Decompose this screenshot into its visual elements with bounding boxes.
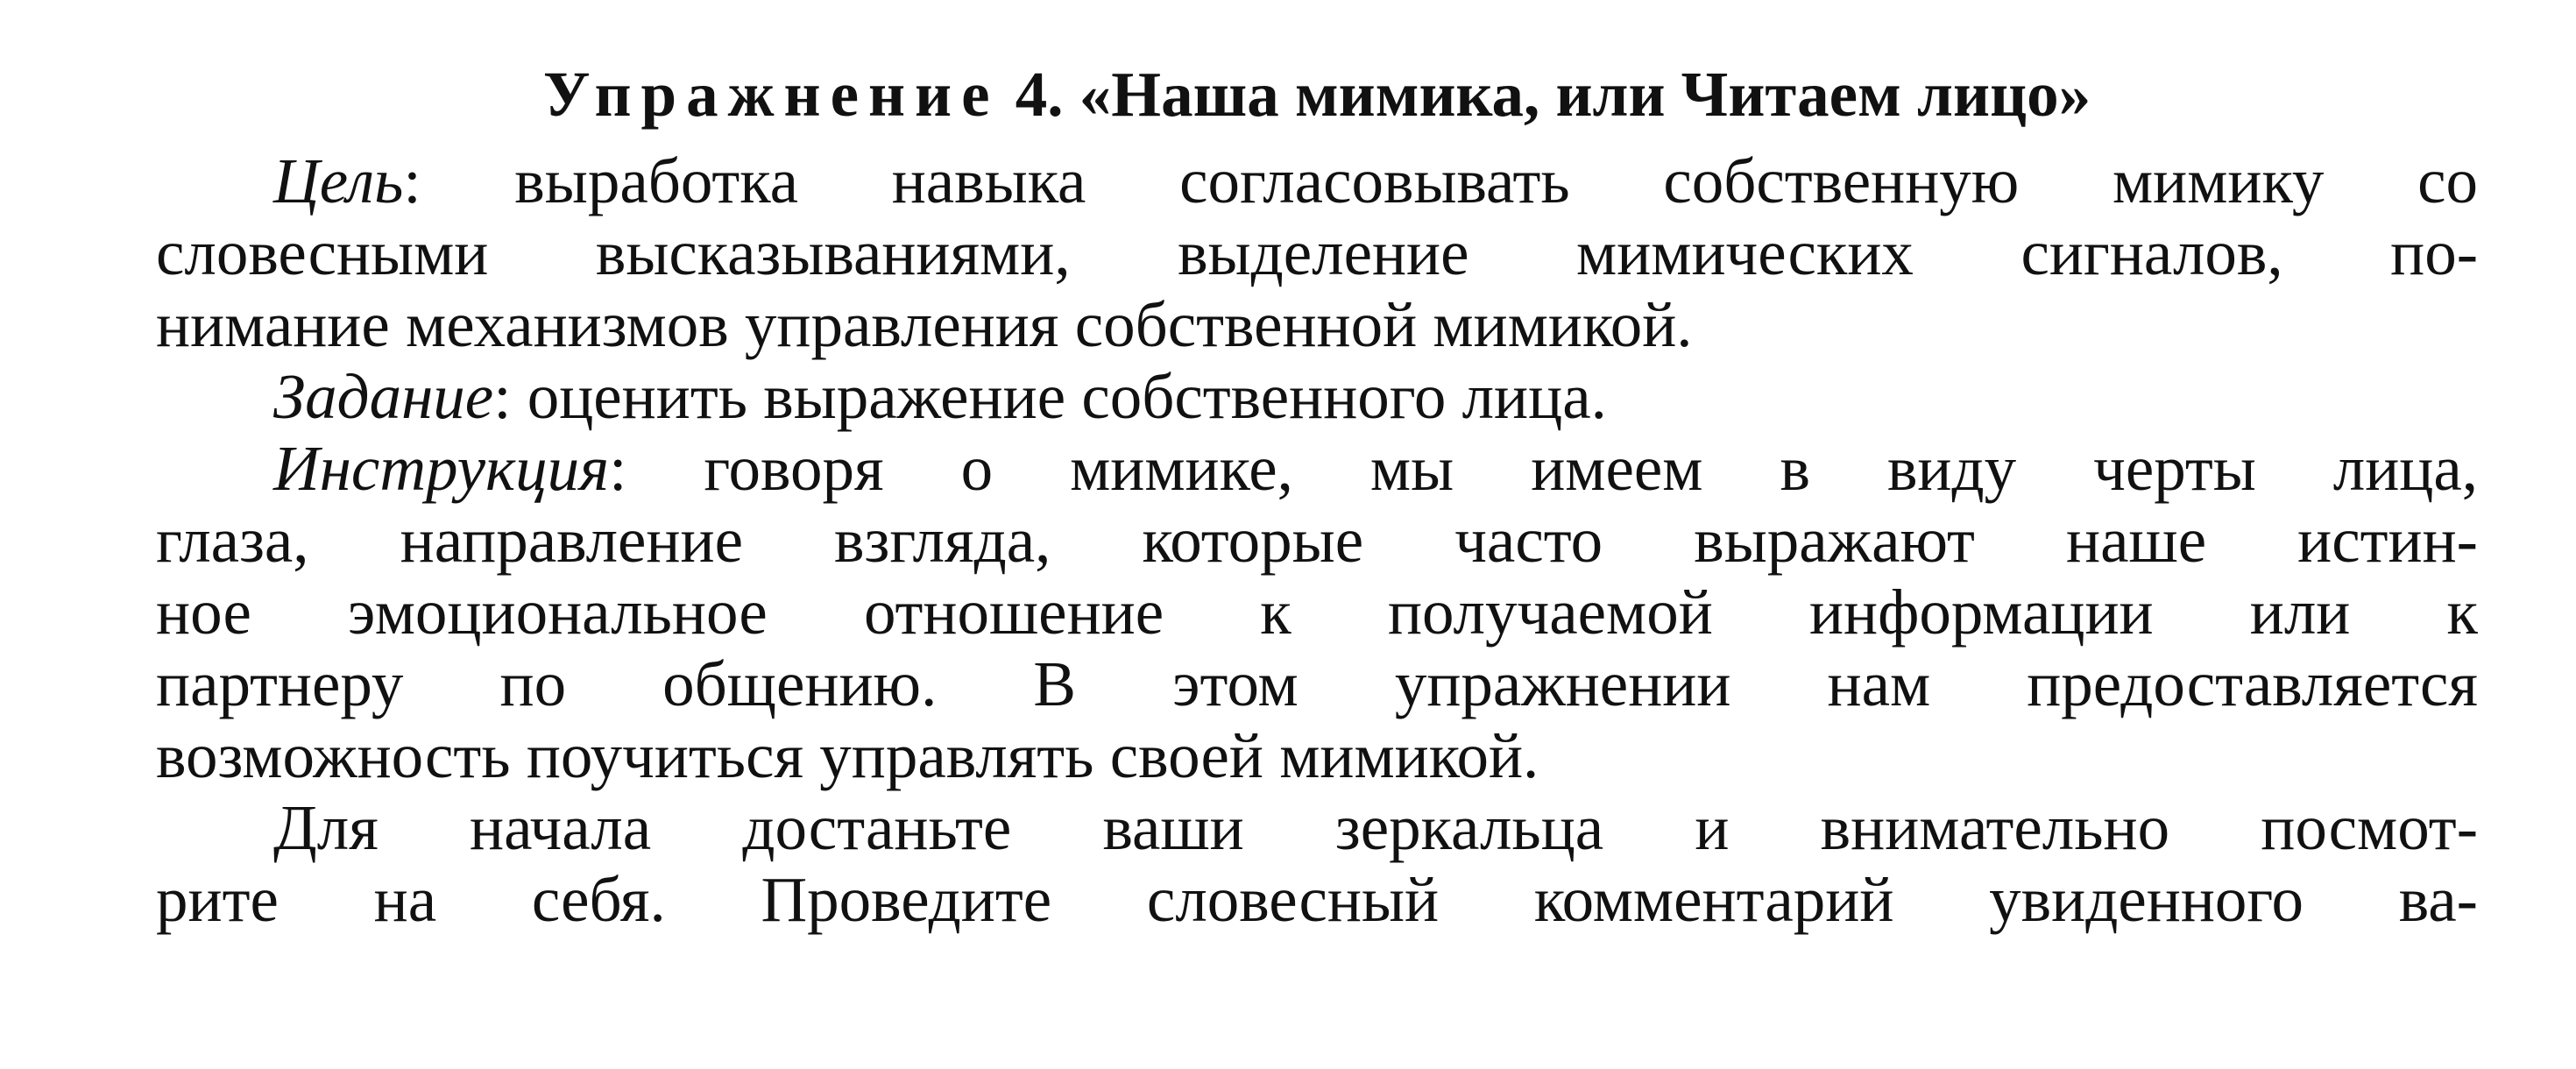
- instruction-line-3: ное эмоциональное отношение к получаемой информации или к: [156, 577, 2478, 648]
- instruction-line-2: глаза, направление взгляда, которые часто выражают наше истин-: [156, 505, 2478, 576]
- instruction-line-5: возможность поучиться управлять своей мимикой.: [156, 720, 1539, 791]
- instruction-line-4: партнеру по общению. В этом упражнении нам предоставляется: [156, 648, 2478, 719]
- continuation-line-1: Для начала достаньте ваши зеркальца и внимательно посмот-: [273, 792, 2478, 863]
- task-text: : оценить выражение собственного лица.: [493, 361, 1607, 432]
- task-line-1: [156, 361, 2478, 433]
- exercise-heading: [156, 51, 2478, 138]
- goal-line-2: словесными высказываниями, выделение мимических сигналов, по-: [156, 217, 2478, 288]
- page-content: [156, 51, 2478, 936]
- heading-prefix: Упражнение: [542, 59, 1000, 130]
- instruction-text-1: : говоря о мимике, мы имеем в виду черты лица,: [609, 433, 2478, 504]
- instruction-label: Инструкция: [273, 433, 610, 504]
- goal-paragraph: [156, 145, 2478, 361]
- continuation-paragraph: [156, 792, 2478, 936]
- task-paragraph: [156, 361, 2478, 433]
- instruction-paragraph: [156, 433, 2478, 792]
- goal-line-3: нимание механизмов управления собственной мимикой.: [156, 289, 1693, 360]
- heading-title: 4. «Наша мимика, или Читаем лицо»: [999, 59, 2091, 130]
- goal-text-1: : выработка навыка согласовывать собственную мимику со: [403, 145, 2478, 216]
- goal-line-1: [156, 145, 2478, 217]
- goal-label: Цель: [273, 145, 404, 216]
- task-label: Задание: [273, 361, 494, 432]
- continuation-line-2: рите на себя. Проведите словесный комментарий увиденного ва-: [156, 864, 2478, 935]
- instruction-line-1: [156, 433, 2478, 505]
